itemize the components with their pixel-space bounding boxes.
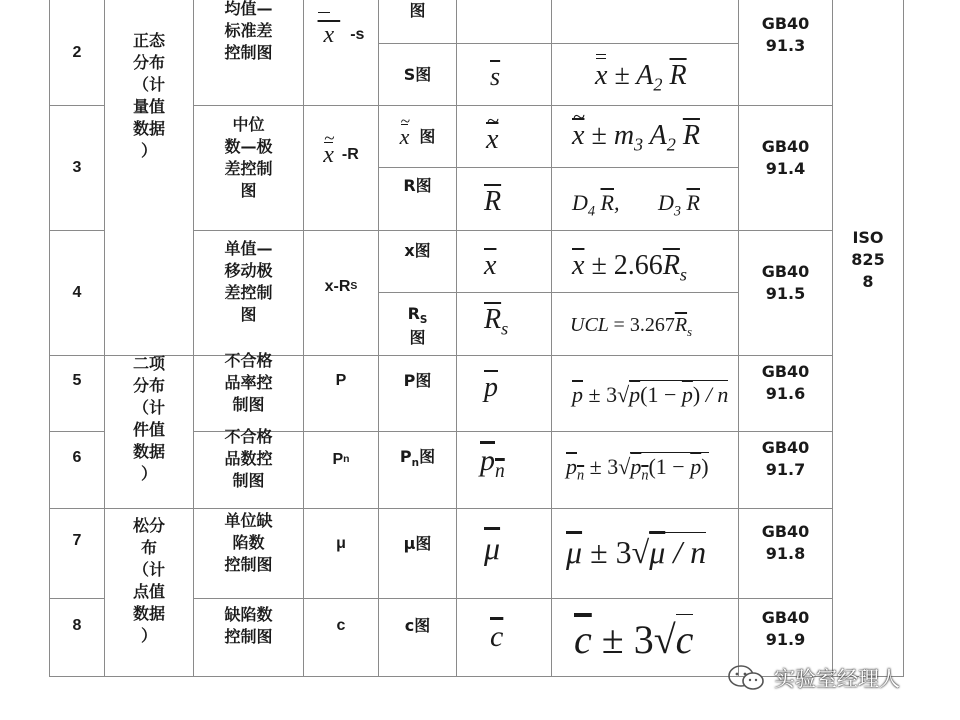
chart-name-text: 不合格 品数控 制图 [224, 427, 273, 490]
iso-standard-text: ISO 825 8 [851, 228, 885, 291]
watermark [726, 663, 900, 693]
row-number-text: 6 [72, 449, 82, 466]
subchart-name-text: c图 [404, 616, 431, 635]
group-label-text: 松分 布 （计 点值 数据 ） [132, 516, 165, 645]
subchart-name-suffix: 图 [409, 328, 426, 348]
chart-name-text: 中位 数—极 差控制 图 [224, 115, 273, 200]
grid-line [378, 167, 739, 168]
chart-code [304, 599, 378, 653]
iso-standard [833, 210, 903, 310]
grid-line [832, 0, 833, 677]
chart-code [304, 509, 378, 579]
standard-code [739, 518, 832, 568]
grid-line [738, 0, 739, 677]
row-number-text: 8 [72, 617, 82, 634]
chart-code-subscript: n [343, 454, 350, 465]
center-line-text: $\overline{c}$ [490, 620, 504, 653]
grid-line [456, 0, 457, 677]
grid-line [193, 598, 833, 599]
row-number-text: 4 [72, 284, 82, 301]
row-number-text: 3 [72, 159, 82, 176]
center-line-text: $\overline{\mu}$ [484, 530, 501, 566]
standard-code [739, 604, 832, 654]
chart-code-text: P [335, 372, 347, 389]
row-number [50, 509, 104, 573]
standard-code-text: GB40 91.3 [761, 14, 810, 55]
subchart-name [379, 0, 456, 43]
x-bar-symbol: x [317, 22, 341, 48]
chart-code-subscript: S [350, 281, 358, 292]
standard-code [739, 258, 832, 308]
group-label [105, 515, 193, 655]
row-number [50, 106, 104, 230]
standard-code-text: GB40 91.9 [761, 608, 810, 649]
group-label-text: 正态 分布 （计 量值 数据 ） [132, 31, 165, 160]
subchart-name-subscript: n [411, 457, 420, 470]
subchart-name [379, 175, 456, 230]
chart-name [194, 426, 303, 508]
subchart-name-suffix: 图 [419, 446, 436, 466]
subchart-name-text: R [407, 303, 420, 323]
chart-code [304, 130, 378, 180]
group-label-text: 二项 分布 （计 件值 数据 ） [132, 354, 165, 483]
chart-name-text: 单值— 移动极 差控制 图 [224, 239, 273, 324]
subchart-name [379, 106, 456, 167]
center-line-formula: $p_n$ [480, 444, 505, 482]
control-limit-formula: $p_n \pm 3√p_n(1 - \overline{p})$ [566, 454, 709, 484]
subchart-name [379, 599, 456, 653]
chart-code [304, 262, 378, 312]
standard-code-text: GB40 91.8 [761, 522, 810, 563]
row-number [50, 0, 104, 105]
standard-code-text: GB40 91.4 [761, 137, 810, 178]
chart-name-text: 缺陷数 控制图 [224, 605, 273, 646]
chart-code-text: -s [350, 26, 365, 43]
row-number-text: 7 [72, 532, 82, 549]
wechat-icon [726, 663, 768, 693]
control-limit-formula: $\overline{p} \pm 3√p(1 - \overline{p}) / n$ [572, 382, 729, 407]
center-line-text: $\overline{s}$ [490, 62, 501, 91]
center-line-formula [490, 62, 500, 92]
group-label [105, 353, 193, 493]
subchart-name-text: S图 [403, 64, 432, 84]
group-label [105, 30, 193, 160]
chart-code [304, 356, 378, 406]
chart-name [194, 510, 303, 598]
control-limit-formula: $D_4$ $\overline{R}$, $D_3$ $\overline{R}$ [572, 190, 700, 220]
row-number [50, 432, 104, 484]
grid-mark [318, 12, 330, 13]
x-tilde-symbol: ~ x [323, 144, 334, 166]
standard-code [739, 434, 832, 484]
subchart-name-text: P图 [403, 371, 432, 390]
chart-code-text: μ [336, 535, 346, 552]
subchart-name-text: 图 [419, 126, 436, 146]
chart-name-text: 单位缺 陷数 控制图 [224, 511, 273, 574]
center-line-text: $\overline{p}$ [484, 372, 498, 403]
row-number [50, 231, 104, 355]
center-line-formula [490, 620, 503, 654]
center-line-formula: $\overline{R}_s$ [484, 304, 509, 339]
subchart-name [379, 432, 456, 488]
subchart-name-text: P [399, 446, 412, 466]
chart-code-text: x-R [324, 278, 351, 295]
control-limit-formula: ~ $\overline{x} \pm m_3$ $A_2$ $\overline{R}$ [572, 120, 700, 156]
chart-code-text: P [332, 451, 344, 468]
grid-line [193, 230, 833, 231]
x-tilde-symbol: ~ x [400, 126, 410, 148]
chart-name [194, 350, 303, 430]
center-line-formula: ~ $\overline{x}$ [486, 124, 498, 156]
subchart-name-text: R图 [403, 176, 432, 195]
chart-code [304, 0, 378, 70]
subchart-name-text: 图 [409, 1, 426, 20]
standard-code-text: GB40 91.7 [761, 438, 810, 479]
standard-code-text: GB40 91.5 [761, 262, 810, 303]
chart-code-text: c [336, 617, 346, 634]
center-line-formula: $\overline{x}$ [484, 250, 497, 281]
center-line-formula [484, 372, 498, 404]
grid-line [193, 105, 833, 106]
standard-code [739, 358, 832, 408]
subchart-name [379, 509, 456, 579]
center-line-formula [484, 186, 501, 218]
row-number [50, 356, 104, 406]
chart-name-text: 均值— 标准差 控制图 [224, 0, 273, 62]
chart-name-text: 不合格 品率控 制图 [224, 351, 273, 414]
subchart-name-text: μ图 [403, 534, 432, 553]
control-limit-formula: $\overline{x} \pm 2.66\overline{R}_s$ [572, 250, 687, 285]
subchart-name [379, 300, 456, 352]
control-limit-formula: $\overline{c} \pm 3√c$ [574, 614, 693, 663]
subchart-name [379, 44, 456, 105]
chart-code [304, 432, 378, 488]
chart-name [194, 0, 303, 103]
standard-code [739, 133, 832, 183]
subchart-name-subscript: S [419, 314, 428, 327]
row-number-text: 5 [72, 372, 82, 389]
grid-line [551, 0, 552, 677]
watermark-text: 实验室经理人 [774, 667, 900, 691]
chart-name [194, 238, 303, 354]
standard-code-text: GB40 91.6 [761, 362, 810, 403]
subchart-name [379, 240, 456, 292]
control-limit-formula: UCL = $3.267\overline{R}_s$ [570, 314, 693, 339]
row-number [50, 599, 104, 653]
standard-code [739, 10, 832, 60]
chart-name [194, 114, 303, 230]
row-number-text: 2 [72, 43, 82, 61]
control-limit-formula: $\overline{\mu} \pm 3√\mu / n$ [566, 534, 707, 570]
control-limit-formula: $x \pm A_2$ $\overline{R}$ [595, 60, 687, 95]
subchart-name-text: x图 [404, 241, 431, 260]
chart-name [194, 604, 303, 674]
grid-line [903, 0, 904, 677]
center-line-text: $\overline{R}$ [484, 186, 502, 217]
center-line-formula [484, 530, 500, 567]
subchart-name [379, 356, 456, 406]
chart-code-text: -R [341, 146, 359, 163]
grid-line [378, 292, 739, 293]
